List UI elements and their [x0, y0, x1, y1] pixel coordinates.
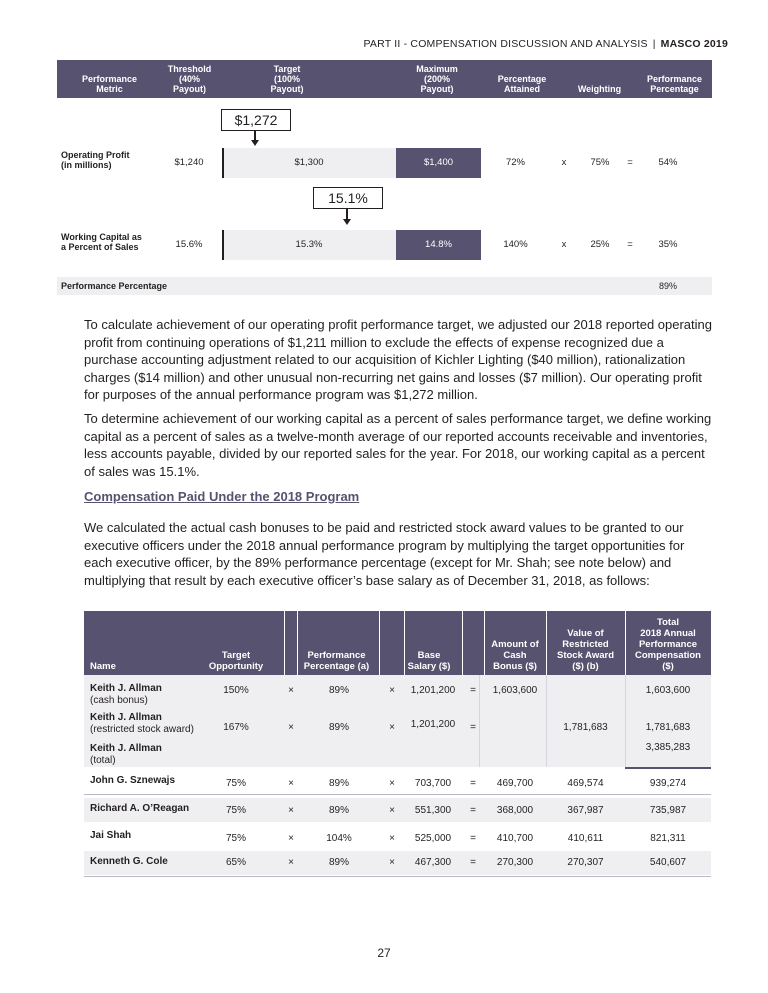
multiply-sign: × — [288, 833, 294, 844]
operating-profit-callout: $1,272 — [221, 109, 291, 131]
equals-sign: = — [470, 685, 476, 696]
equals-sign: = — [470, 833, 476, 844]
rsa-cell: 469,574 — [567, 778, 604, 789]
total-cell: 821,311 — [650, 833, 686, 844]
page-number: 27 — [377, 946, 391, 960]
target-cell: 167% — [223, 722, 249, 733]
working-capital-callout: 15.1% — [313, 187, 383, 209]
weighting-value: 25% — [590, 239, 610, 250]
multiply-sign: x — [561, 239, 567, 250]
header-attained: Percentage Attained — [497, 74, 547, 94]
perf-cell: 89% — [328, 805, 349, 816]
target-value: $1,300 — [294, 157, 324, 168]
perf-cell: 89% — [328, 778, 349, 789]
row-name: John G. Sznewajs — [90, 775, 176, 786]
header-maximum: Maximum (200% Payout) — [416, 64, 458, 94]
target-cell: 150% — [223, 685, 249, 696]
cash-cell: 469,700 — [496, 778, 534, 789]
cash-cell: 1,603,600 — [492, 685, 538, 696]
target-value: 15.3% — [295, 239, 323, 250]
header-name: Name — [90, 661, 116, 672]
multiply-sign: × — [288, 778, 294, 789]
total-cell: 1,603,600 — [645, 685, 691, 696]
threshold-value: 15.6% — [175, 239, 203, 250]
header-total-compensation: Total 2018 Annual Performance Compensation ($) — [635, 617, 701, 672]
header-cash-bonus: Amount of Cash Bonus ($) — [491, 639, 539, 672]
table-row — [84, 851, 711, 875]
row-name: Kenneth G. Cole — [90, 856, 168, 867]
total-cell: 735,987 — [649, 805, 687, 816]
row-name: Richard A. O’Reagan — [90, 803, 190, 814]
table-row — [84, 798, 711, 822]
row-name: Jai Shah — [90, 830, 132, 841]
rsa-cell: 1,781,683 — [563, 722, 608, 733]
calculation-paragraph: We calculated the actual cash bonuses to be paid and restricted stock award values to be granted to our executive officers under the 2018 annual performance program by multiplying the target opportunities for each executive officer, by the 89% performance percentage (except for Mr. Shah; see note below) and multiplying that result by each executive officer’s base salary as of December 31, 2018, as follows: — [84, 520, 685, 588]
equals-sign: = — [470, 778, 476, 789]
table-row — [84, 741, 711, 767]
perf-cell: 89% — [328, 685, 349, 696]
callout-arrow — [346, 209, 348, 219]
total-label: Performance Percentage — [61, 281, 168, 291]
row-name: Keith J. Allman (total) — [90, 743, 162, 766]
rsa-cell: 410,611 — [567, 833, 604, 844]
total-value: 89% — [658, 281, 677, 291]
weighting-value: 75% — [590, 157, 610, 168]
header-target: Target (100% Payout) — [270, 64, 304, 94]
header-performance: Performance Percentage — [646, 74, 703, 94]
multiply-sign: × — [288, 685, 294, 696]
salary-cell: 1,201,200 — [410, 719, 456, 730]
multiply-sign: × — [389, 833, 395, 844]
header-threshold: Threshold (40% Payout) — [167, 64, 212, 94]
total-cell: 1,781,683 — [645, 722, 691, 733]
page-header — [363, 38, 728, 50]
header-weighting: Weighting — [577, 84, 622, 94]
multiply-sign: × — [288, 805, 294, 816]
total-cell: 3,385,283 — [645, 742, 691, 753]
working-capital-paragraph: To determine achievement of our working capital as a percent of sales performance target, we define working capital as a percent of sales as a twelve-month average of our reported accounts receivable and inventories, less accounts payable, divided by our reported sales for the year. For 2018, our working capital as a percent of sales was 15.1%. — [84, 411, 712, 479]
target-range-bar — [222, 230, 481, 260]
rsa-cell: 270,307 — [567, 857, 604, 868]
header-brand: MASCO 2019 — [660, 38, 728, 50]
salary-cell: 1,201,200 — [410, 685, 456, 696]
equals-sign: = — [470, 805, 476, 816]
table-row — [84, 825, 711, 849]
header-performance-percentage: Performance Percentage (a) — [303, 650, 370, 672]
target-cell: 65% — [225, 857, 246, 868]
working-capital-row — [57, 230, 712, 260]
table-row — [84, 769, 711, 793]
multiply-sign: x — [561, 157, 567, 168]
multiply-sign: × — [389, 722, 395, 733]
target-cell: 75% — [225, 778, 246, 789]
table-row — [84, 681, 711, 707]
operating-profit-row — [57, 148, 712, 178]
header-restricted-stock: Value of Restricted Stock Award ($) (b) — [556, 628, 615, 672]
perf-cell: 104% — [326, 833, 352, 844]
table-row — [84, 710, 711, 738]
multiply-sign: × — [389, 685, 395, 696]
equals-sign: = — [470, 857, 476, 868]
rsa-cell: 367,987 — [567, 805, 604, 816]
header-separator: | — [652, 38, 656, 50]
header-section: PART II - COMPENSATION DISCUSSION AND ANALYSIS — [363, 38, 648, 50]
operating-profit-paragraph: To calculate achievement of our operating profit performance target, we adjusted our 2018 reported operating profit from continuing operations of $1,211 million to exclude the effects of expense recognized due a purchase accounting adjustment related to our acquisition of Kichler Lighting ($40 million), rationalization charges ($14 million) and other unusual non-recurring net gains and losses ($7 million). Our operating profit for purposes of the annual performance program was $1,272 million. — [84, 317, 712, 402]
multiply-sign: × — [288, 722, 294, 733]
header-base-salary: Base Salary ($) — [407, 650, 451, 672]
salary-cell: 703,700 — [414, 778, 452, 789]
cash-cell: 410,700 — [496, 833, 534, 844]
salary-cell: 525,000 — [414, 833, 452, 844]
perf-cell: 89% — [328, 722, 349, 733]
equals-sign: = — [470, 722, 476, 733]
multiply-sign: × — [389, 778, 395, 789]
total-cell: 540,607 — [649, 857, 687, 868]
maximum-value: $1,400 — [396, 148, 481, 178]
metric-label: Operating Profit (in millions) — [61, 150, 130, 170]
metric-label: Working Capital as a Percent of Sales — [61, 232, 142, 252]
perf-cell: 89% — [328, 857, 349, 868]
row-name: Keith J. Allman (restricted stock award) — [90, 712, 194, 735]
performance-value: 35% — [658, 239, 678, 250]
equals-sign: = — [627, 239, 633, 250]
target-range-bar — [222, 148, 481, 178]
equals-sign: = — [627, 157, 633, 168]
performance-metric-table — [57, 60, 712, 291]
target-cell: 75% — [225, 805, 246, 816]
compensation-table-header — [84, 611, 711, 675]
header-metric: Performance Metric — [81, 74, 138, 94]
attained-value: 140% — [503, 239, 528, 250]
multiply-sign: × — [389, 857, 395, 868]
section-title: Compensation Paid Under the 2018 Program — [84, 489, 360, 504]
row-name: Keith J. Allman (cash bonus) — [90, 683, 162, 706]
attained-value: 72% — [505, 157, 525, 168]
multiply-sign: × — [389, 805, 395, 816]
callout-arrow — [254, 131, 256, 140]
performance-table-header — [57, 60, 712, 98]
performance-percentage-total — [57, 277, 712, 295]
compensation-table — [84, 611, 711, 868]
salary-cell: 467,300 — [414, 857, 452, 868]
target-cell: 75% — [225, 833, 246, 844]
total-cell: 939,274 — [649, 778, 687, 789]
performance-value: 54% — [658, 157, 678, 168]
maximum-value: 14.8% — [396, 230, 481, 260]
cash-cell: 368,000 — [496, 805, 534, 816]
multiply-sign: × — [288, 857, 294, 868]
cash-cell: 270,300 — [496, 857, 534, 868]
threshold-value: $1,240 — [174, 157, 204, 168]
header-target-opportunity: Target Opportunity — [208, 650, 264, 672]
salary-cell: 551,300 — [414, 805, 452, 816]
